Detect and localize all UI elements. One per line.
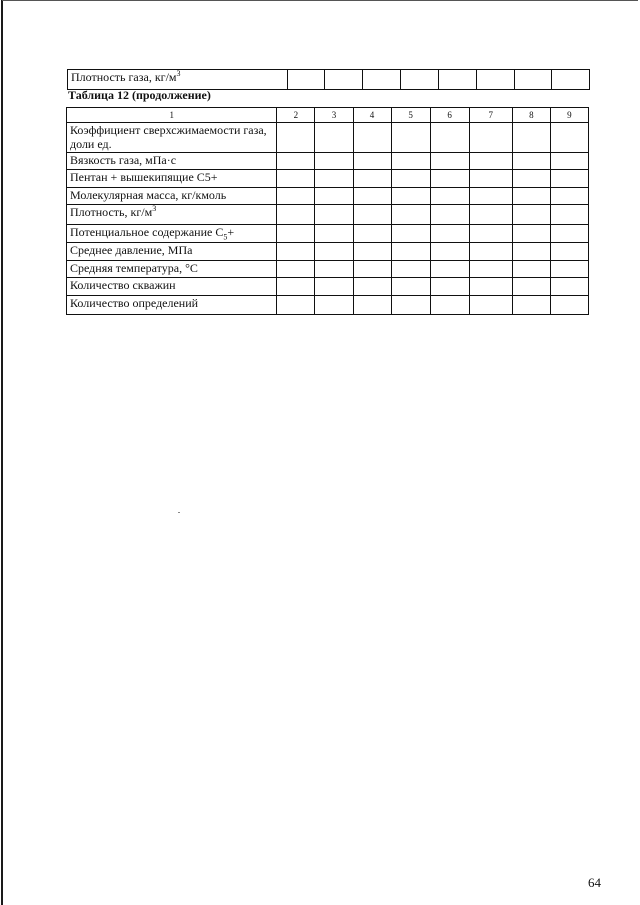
table-cell [315,153,353,170]
table-cell [277,188,315,205]
table-cell [512,225,550,243]
table-cell [430,225,469,243]
table-cell [469,123,512,153]
superscript: 3 [152,204,157,213]
table-header-row [67,108,589,123]
table-cell [277,123,315,153]
table-cell [550,261,588,278]
table-cell [550,225,588,243]
column-header-9: 9 [550,108,588,123]
table-row [67,225,589,243]
table-row [67,278,589,296]
density-gas-label: Плотность газа, кг/м [71,70,177,84]
column-header-8: 8 [512,108,550,123]
table-cell [391,153,430,170]
table-cell [439,70,477,90]
table-cell [430,296,469,315]
table-cell [353,205,391,225]
table-cell [277,153,315,170]
table-row [67,153,589,170]
table-cell [277,261,315,278]
table-cell [363,70,401,90]
table-cell [277,170,315,188]
table-cell [430,188,469,205]
table-row [67,261,589,278]
table-cell [550,153,588,170]
table-row [67,170,589,188]
row-label-text: Средняя температура, °С [70,261,198,275]
scan-speck [178,512,180,513]
table-cell [550,123,588,153]
row-label-text: Вязкость газа, мПа·с [70,153,177,167]
table-cell [353,278,391,296]
table-row [67,188,589,205]
table-cell [353,225,391,243]
table-cell [315,170,353,188]
column-header-4: 4 [353,108,391,123]
table-cell [325,70,363,90]
table-cell [430,261,469,278]
column-header-3: 3 [315,108,353,123]
row-label-text: Среднее давление, МПа [70,243,193,257]
table-cell [277,205,315,225]
table-cell [550,188,588,205]
table-12-continued [66,107,589,315]
table-cell [315,261,353,278]
table-cell [430,153,469,170]
table-cell [512,188,550,205]
row-label-text: Молекулярная масса, кг/кмоль [70,188,227,202]
row-label-text: Количество определений [70,296,199,310]
table-cell [469,205,512,225]
row-label [68,70,288,90]
column-header-5: 5 [391,108,430,123]
table-row [67,243,589,261]
table-cell [550,296,588,315]
row-label [67,188,277,205]
table-cell [512,243,550,261]
table-cell [512,261,550,278]
row-label [67,205,277,225]
table-row [67,205,589,225]
row-label-text: Коэффициент сверхсжимаемости газа, доли ед. [70,123,267,151]
table-cell [512,153,550,170]
table-cell [469,243,512,261]
table-cell [391,170,430,188]
table-cell [430,205,469,225]
table-cell [391,188,430,205]
table-cell [391,278,430,296]
row-label-text: Пентан + вышекипящие С5+ [70,170,218,184]
table-cell [353,170,391,188]
table-row [67,123,589,153]
table-cell [277,243,315,261]
table-cell [391,123,430,153]
column-header-7: 7 [469,108,512,123]
table-cell [550,278,588,296]
row-label [67,278,277,296]
table-cell [315,278,353,296]
table-cell [512,278,550,296]
row-label [67,296,277,315]
table-cell [512,205,550,225]
column-header-6: 6 [430,108,469,123]
table-cell [315,123,353,153]
table-cell [288,70,325,90]
table-cell [315,205,353,225]
table-cell [430,278,469,296]
row-label-text: Потенциальное содержание С [70,225,224,239]
table-cell [469,153,512,170]
table-cell [469,188,512,205]
table-cell [469,278,512,296]
table-cell [353,188,391,205]
table-cell [315,296,353,315]
table-caption: Таблица 12 (продолжение) [68,88,211,102]
table-top-fragment [67,69,590,90]
table-cell [469,225,512,243]
table-cell [512,170,550,188]
table-row [68,70,590,90]
table-cell [430,243,469,261]
table-row [67,296,589,315]
subscript: 5 [223,232,228,242]
page-number: 64 [588,875,601,890]
table-cell [277,225,315,243]
table-cell [430,170,469,188]
table-cell [353,243,391,261]
table-cell [469,261,512,278]
table-cell [353,296,391,315]
table-cell [391,261,430,278]
table-cell [353,123,391,153]
table-cell [469,170,512,188]
table-cell [512,296,550,315]
table-cell [512,123,550,153]
table-cell [469,296,512,315]
row-label [67,261,277,278]
table-cell [515,70,552,90]
table-cell [477,70,515,90]
table-cell [315,243,353,261]
scan-left-edge [1,0,3,905]
row-label-text: Количество скважин [70,278,176,292]
row-label [67,153,277,170]
row-label [67,123,277,153]
column-header-2: 2 [277,108,315,123]
label-suffix: + [227,225,235,239]
table-cell [391,296,430,315]
table-cell [401,70,439,90]
table-cell [391,205,430,225]
row-label [67,225,277,243]
scan-top-edge [2,0,638,1]
table-cell [277,278,315,296]
table-cell [552,70,590,90]
table-cell [315,188,353,205]
table-cell [277,296,315,315]
table-cell [391,243,430,261]
table-cell [391,225,430,243]
table-cell [550,170,588,188]
table-cell [550,205,588,225]
table-cell [353,153,391,170]
row-label [67,170,277,188]
row-label-text: Плотность, кг/м [70,205,153,219]
row-label [67,243,277,261]
column-header-1: 1 [67,108,277,123]
table-cell [353,261,391,278]
superscript: 3 [176,69,181,78]
table-cell [315,225,353,243]
table-cell [550,243,588,261]
table-cell [430,123,469,153]
